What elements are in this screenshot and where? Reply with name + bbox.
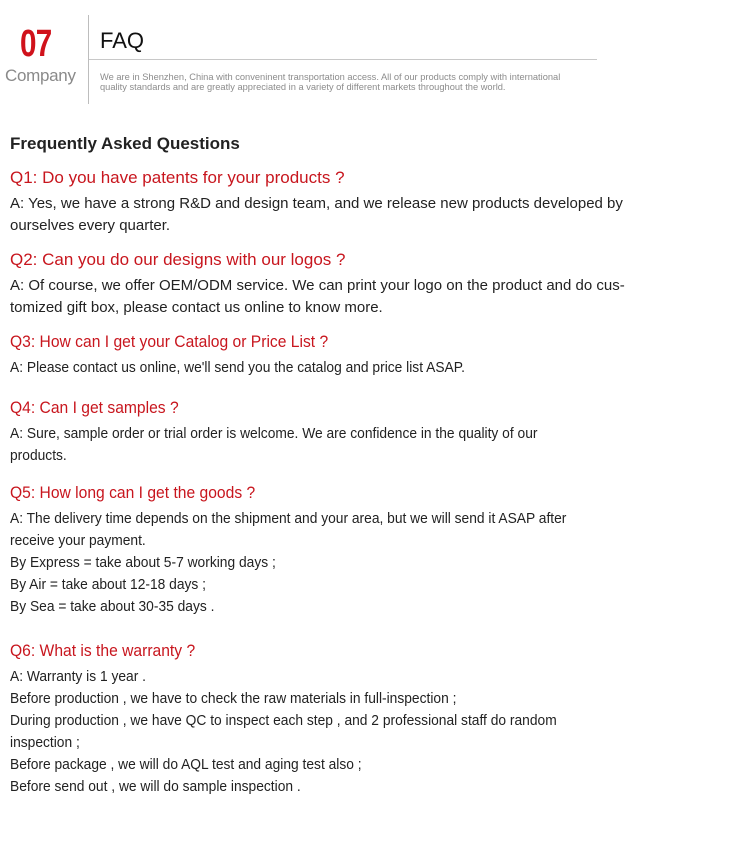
section-number: 07 bbox=[20, 23, 52, 65]
horizontal-divider bbox=[89, 59, 597, 60]
faq-answer-line: Before production , we have to check the raw materials in full-inspection ; bbox=[10, 690, 457, 707]
faq-item bbox=[10, 167, 740, 237]
faq-answer-line: tomized gift box, please contact us online to know more. bbox=[10, 299, 383, 316]
faq-answer-line: products. bbox=[10, 447, 67, 464]
faq-answer-line: During production , we have QC to inspect each step , and 2 professional staff do random bbox=[10, 712, 557, 729]
faq-answer-line: Before package , we will do AQL test and aging test also ; bbox=[10, 756, 362, 773]
faq-heading: Frequently Asked Questions bbox=[10, 134, 240, 153]
faq-item bbox=[10, 331, 654, 379]
faq-question: Q1: Do you have patents for your products ? bbox=[10, 168, 345, 187]
faq-question: Q4: Can I get samples ? bbox=[10, 398, 179, 417]
faq-answer-line: A: Please contact us online, we'll send you the catalog and price list ASAP. bbox=[10, 359, 465, 376]
faq-item bbox=[10, 397, 654, 467]
section-description bbox=[100, 72, 620, 92]
description-line: We are in Shenzhen, China with conveninent transportation access. All of our products comply with international bbox=[100, 72, 561, 82]
faq-answer-line: A: Warranty is 1 year . bbox=[10, 668, 147, 685]
faq-answer-line: A: The delivery time depends on the shipment and your area, but we will send it ASAP after bbox=[10, 510, 567, 527]
faq-question: Q3: How can I get your Catalog or Price List ? bbox=[10, 332, 329, 351]
faq-answer-line: By Air = take about 12-18 days ; bbox=[10, 576, 207, 593]
description-line: quality standards and are greatly appreciated in a variety of different markets throughout the world. bbox=[100, 82, 506, 92]
faq-item bbox=[10, 640, 654, 798]
faq-question: Q2: Can you do our designs with our logos ? bbox=[10, 250, 346, 269]
faq-answer-line: A: Of course, we offer OEM/ODM service. We can print your logo on the product and do cus- bbox=[10, 277, 625, 294]
faq-answer-line: A: Yes, we have a strong R&D and design team, and we release new products developed by bbox=[10, 195, 623, 212]
faq-answer-line: inspection ; bbox=[10, 734, 80, 751]
faq-item bbox=[10, 249, 740, 319]
faq-question: Q6: What is the warranty ? bbox=[10, 641, 196, 660]
faq-section bbox=[10, 133, 740, 798]
faq-answer-line: By Sea = take about 30-35 days . bbox=[10, 598, 215, 615]
faq-answer-line: receive your payment. bbox=[10, 532, 146, 549]
faq-answer-line: A: Sure, sample order or trial order is welcome. We are confidence in the quality of our bbox=[10, 425, 538, 442]
section-label: Company bbox=[5, 66, 76, 85]
faq-answer-line: Before send out , we will do sample inspection . bbox=[10, 778, 301, 795]
section-title: FAQ bbox=[100, 28, 145, 53]
faq-answer-line: ourselves every quarter. bbox=[10, 217, 171, 234]
faq-question: Q5: How long can I get the goods ? bbox=[10, 483, 256, 502]
faq-item bbox=[10, 482, 654, 618]
faq-answer-line: By Express = take about 5-7 working days ; bbox=[10, 554, 276, 571]
